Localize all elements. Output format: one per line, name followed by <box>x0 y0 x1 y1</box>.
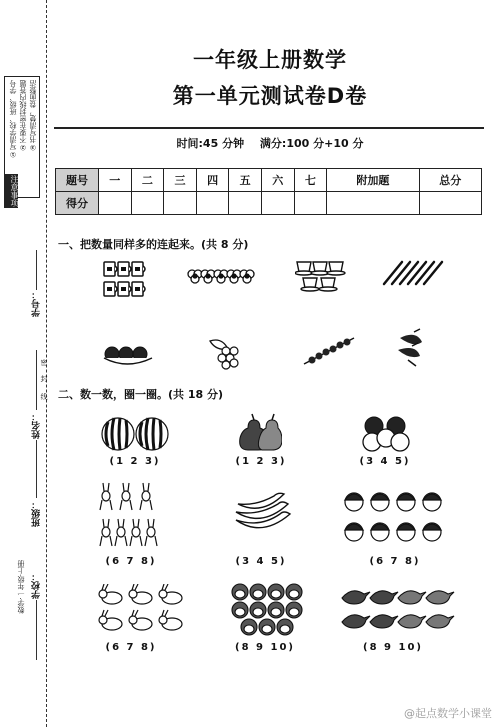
pencils-icon[interactable] <box>380 258 450 288</box>
birds-icon[interactable] <box>340 584 456 632</box>
col-total: 总分 <box>419 169 482 192</box>
options-apples[interactable]: (3 4 5) <box>359 456 411 467</box>
time-label: 时间:45 分钟 <box>176 137 245 150</box>
seal-word-xian: 线 <box>40 393 48 401</box>
rabbits-icon[interactable] <box>98 482 162 552</box>
seal-word-feng: 封 <box>40 375 48 383</box>
section-1-title: 一、把数量同样多的连起来。(共 8 分) <box>58 238 249 251</box>
field-class: 班级： <box>32 500 42 527</box>
score-cell[interactable] <box>327 192 419 215</box>
score-cell[interactable] <box>229 192 262 215</box>
monkeys-icon[interactable] <box>230 582 306 636</box>
col-7: 七 <box>294 169 327 192</box>
field-line <box>36 350 37 410</box>
grapes-icon[interactable] <box>206 335 242 371</box>
bunnies-icon[interactable] <box>98 584 188 634</box>
watermelons-icon[interactable] <box>100 414 172 454</box>
table-header-question-no: 题号 <box>56 169 99 192</box>
score-cell[interactable] <box>196 192 229 215</box>
field-line <box>36 250 37 290</box>
col-6: 六 <box>261 169 294 192</box>
skewer-icon[interactable] <box>300 334 358 368</box>
cups-icon[interactable] <box>102 258 150 300</box>
col-bonus: 附加题 <box>327 169 419 192</box>
options-pears[interactable]: (1 2 3) <box>235 456 287 467</box>
pears-icon[interactable] <box>238 412 282 452</box>
score-cell[interactable] <box>261 192 294 215</box>
field-line <box>36 440 37 498</box>
score-label: 满分:100 分+10 分 <box>259 137 364 150</box>
notice-line-3: ③书写清楚，卷面整洁 <box>29 80 37 151</box>
flowers-icon[interactable] <box>184 266 266 288</box>
page-title-line2: 第一单元测试卷D卷 <box>172 84 368 108</box>
seal-word-mi: 密 <box>40 359 48 367</box>
apples-icon[interactable] <box>360 412 412 454</box>
peppers-icon[interactable] <box>394 328 428 370</box>
bananas-icon[interactable] <box>232 490 294 534</box>
notice-title: 注意事项 <box>4 174 18 208</box>
col-2: 二 <box>131 169 164 192</box>
col-5: 五 <box>229 169 262 192</box>
score-cell[interactable] <box>99 192 132 215</box>
teacups-icon[interactable] <box>295 258 347 298</box>
watermark: @起点数学小课堂 <box>404 707 492 720</box>
field-student-id: 学号： <box>32 290 42 317</box>
score-table-header-row <box>56 169 482 192</box>
score-table <box>55 168 482 215</box>
col-4: 四 <box>196 169 229 192</box>
score-cell[interactable] <box>131 192 164 215</box>
options-watermelons[interactable]: (1 2 3) <box>109 456 161 467</box>
section-2-title: 二、数一数，圈一圈。(共 18 分) <box>58 388 224 401</box>
exam-meta <box>0 135 500 151</box>
title-divider <box>54 127 484 129</box>
options-rabbits[interactable]: (6 7 8) <box>105 556 157 567</box>
table-header-score: 得分 <box>56 192 99 215</box>
children-icon[interactable] <box>342 488 452 548</box>
score-cell[interactable] <box>419 192 482 215</box>
notice-line-1: ①写清学校、班级、学号 <box>9 80 17 158</box>
field-line <box>36 600 37 660</box>
tomatoes-icon[interactable] <box>102 340 154 366</box>
footer-text: 数学·一年级·上册 <box>17 560 25 614</box>
options-monkeys[interactable]: (8 9 10) <box>235 642 295 653</box>
options-bunnies[interactable]: (6 7 8) <box>105 642 157 653</box>
field-school: 学校： <box>32 572 42 599</box>
page-title-line1: 一年级上册数学 <box>193 48 347 72</box>
options-children[interactable]: (6 7 8) <box>369 556 421 567</box>
score-table-score-row <box>56 192 482 215</box>
score-cell[interactable] <box>294 192 327 215</box>
options-birds[interactable]: (8 9 10) <box>363 642 423 653</box>
notice-line-2: ②不要在密封线内答题 <box>19 80 27 151</box>
col-1: 一 <box>99 169 132 192</box>
col-3: 三 <box>164 169 197 192</box>
field-name: 姓名： <box>32 412 42 439</box>
score-cell[interactable] <box>164 192 197 215</box>
options-bananas[interactable]: (3 4 5) <box>235 556 287 567</box>
